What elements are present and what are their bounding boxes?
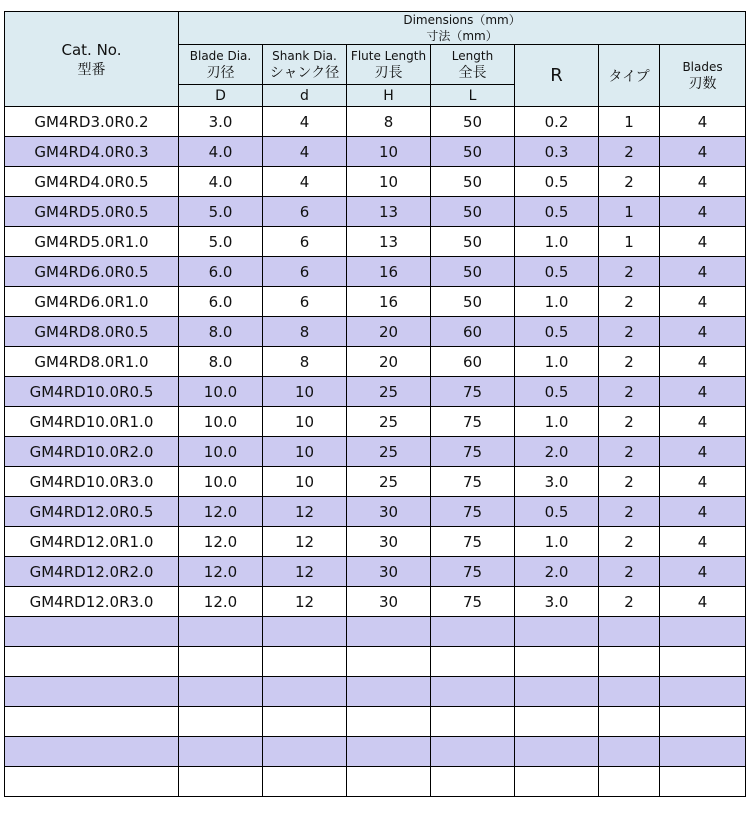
r-cell: 0.5 — [515, 197, 599, 227]
blades-cell: 4 — [660, 467, 746, 497]
cat-no-cell: GM4RD5.0R1.0 — [5, 227, 179, 257]
cat-no-cell — [5, 647, 179, 677]
flute-length-cell: 20 — [347, 317, 431, 347]
shank-dia-en: Shank Dia. — [272, 48, 337, 63]
length-cell: 50 — [431, 257, 515, 287]
r-cell: 1.0 — [515, 527, 599, 557]
blade-dia-cell: 8.0 — [179, 317, 263, 347]
table-row — [5, 587, 746, 617]
type-cell: 1 — [599, 227, 660, 257]
flute-length-cell — [347, 617, 431, 647]
flute-length-jp: 刃長 — [374, 64, 403, 81]
dimensions-header — [179, 12, 746, 45]
blades-cell: 4 — [660, 107, 746, 137]
table-row — [5, 707, 746, 737]
shank-dia-cell: 4 — [263, 107, 347, 137]
type-header — [599, 45, 660, 107]
r-cell: 1.0 — [515, 287, 599, 317]
length-cell: 75 — [431, 587, 515, 617]
cat-no-cell: GM4RD5.0R0.5 — [5, 197, 179, 227]
table-row — [5, 527, 746, 557]
blades-cell: 4 — [660, 167, 746, 197]
table-row — [5, 317, 746, 347]
dimensions-en: Dimensions（mm） — [403, 13, 521, 27]
type-cell: 2 — [599, 497, 660, 527]
shank-dia-cell: 6 — [263, 197, 347, 227]
type-cell: 2 — [599, 287, 660, 317]
length-jp: 全長 — [458, 64, 487, 81]
type-cell: 2 — [599, 137, 660, 167]
r-cell — [515, 737, 599, 767]
blades-cell: 4 — [660, 317, 746, 347]
r-header — [515, 45, 599, 107]
shank-dia-cell: 12 — [263, 587, 347, 617]
blade-dia-jp: 刃径 — [206, 64, 235, 81]
blades-cell — [660, 617, 746, 647]
cat-no-cell: GM4RD12.0R3.0 — [5, 587, 179, 617]
table-row — [5, 257, 746, 287]
blades-cell — [660, 707, 746, 737]
blades-cell: 4 — [660, 137, 746, 167]
table-row — [5, 107, 746, 137]
blade-dia-cell: 10.0 — [179, 407, 263, 437]
table-row — [5, 647, 746, 677]
blades-cell: 4 — [660, 437, 746, 467]
cat-no-cell — [5, 707, 179, 737]
shank-dia-cell: 10 — [263, 467, 347, 497]
shank-dia-jp: シャンク径 — [269, 64, 340, 81]
type-cell: 2 — [599, 317, 660, 347]
blades-cell: 4 — [660, 287, 746, 317]
length-cell: 50 — [431, 167, 515, 197]
shank-dia-cell: 10 — [263, 377, 347, 407]
blades-cell: 4 — [660, 197, 746, 227]
blades-cell: 4 — [660, 557, 746, 587]
cat-no-cell — [5, 767, 179, 797]
type-cell: 2 — [599, 377, 660, 407]
cat-no-cell: GM4RD4.0R0.5 — [5, 167, 179, 197]
blade-dia-cell — [179, 647, 263, 677]
shank-dia-cell: 8 — [263, 317, 347, 347]
table-row — [5, 227, 746, 257]
length-header — [431, 45, 515, 85]
spec-table — [4, 11, 746, 797]
shank-dia-cell: 12 — [263, 557, 347, 587]
type-cell: 1 — [599, 197, 660, 227]
flute-length-cell: 25 — [347, 407, 431, 437]
blades-cell: 4 — [660, 377, 746, 407]
table-row — [5, 677, 746, 707]
cat-no-cell: GM4RD10.0R1.0 — [5, 407, 179, 437]
blade-dia-cell: 5.0 — [179, 197, 263, 227]
blade-dia-cell: 10.0 — [179, 437, 263, 467]
blade-dia-cell: 12.0 — [179, 557, 263, 587]
type-cell: 2 — [599, 437, 660, 467]
blade-dia-cell — [179, 767, 263, 797]
cat-no-cell: GM4RD12.0R2.0 — [5, 557, 179, 587]
dimensions-jp: 寸法（mm） — [426, 29, 498, 43]
length-cell: 50 — [431, 197, 515, 227]
length-cell — [431, 647, 515, 677]
type-cell — [599, 707, 660, 737]
length-cell: 75 — [431, 407, 515, 437]
r-label: R — [550, 65, 563, 86]
blade-dia-cell: 3.0 — [179, 107, 263, 137]
table-row — [5, 557, 746, 587]
cat-no-en: Cat. No. — [61, 40, 122, 59]
table-row — [5, 617, 746, 647]
length-cell: 75 — [431, 467, 515, 497]
r-cell: 0.5 — [515, 317, 599, 347]
shank-dia-cell — [263, 707, 347, 737]
length-cell: 50 — [431, 137, 515, 167]
length-en: Length — [451, 48, 494, 63]
table-row — [5, 377, 746, 407]
cat-no-header — [5, 12, 179, 107]
shank-dia-cell — [263, 647, 347, 677]
table-row — [5, 407, 746, 437]
r-cell: 0.5 — [515, 377, 599, 407]
type-jp: タイプ — [608, 68, 650, 85]
r-cell — [515, 647, 599, 677]
type-cell — [599, 617, 660, 647]
blades-cell: 4 — [660, 227, 746, 257]
blades-cell: 4 — [660, 347, 746, 377]
flute-length-cell: 8 — [347, 107, 431, 137]
r-cell: 2.0 — [515, 437, 599, 467]
flute-length-cell: 25 — [347, 377, 431, 407]
shank-dia-cell — [263, 767, 347, 797]
blade-dia-header — [179, 45, 263, 85]
table-header — [5, 12, 746, 107]
table-row — [5, 767, 746, 797]
blades-cell: 4 — [660, 407, 746, 437]
type-cell: 2 — [599, 347, 660, 377]
r-cell — [515, 617, 599, 647]
length-cell: 60 — [431, 317, 515, 347]
shank-dia-header — [263, 45, 347, 85]
length-cell: 50 — [431, 107, 515, 137]
flute-length-cell: 25 — [347, 437, 431, 467]
length-cell — [431, 677, 515, 707]
blade-dia-cell: 4.0 — [179, 167, 263, 197]
blades-header — [660, 45, 746, 107]
shank-dia-cell — [263, 737, 347, 767]
flute-length-cell: 13 — [347, 227, 431, 257]
length-cell: 75 — [431, 437, 515, 467]
blade-dia-cell — [179, 707, 263, 737]
length-cell — [431, 737, 515, 767]
blades-cell — [660, 677, 746, 707]
cat-no-cell: GM4RD3.0R0.2 — [5, 107, 179, 137]
r-cell: 3.0 — [515, 467, 599, 497]
flute-length-cell — [347, 737, 431, 767]
blade-dia-symbol: D — [179, 85, 263, 107]
shank-dia-cell: 8 — [263, 347, 347, 377]
shank-dia-cell: 6 — [263, 227, 347, 257]
length-cell: 75 — [431, 497, 515, 527]
r-cell: 0.3 — [515, 137, 599, 167]
length-cell: 75 — [431, 527, 515, 557]
r-cell — [515, 707, 599, 737]
blade-dia-cell — [179, 617, 263, 647]
flute-length-en: Flute Length — [350, 48, 427, 63]
type-cell: 2 — [599, 467, 660, 497]
shank-dia-cell — [263, 617, 347, 647]
blade-dia-cell: 4.0 — [179, 137, 263, 167]
cat-no-cell: GM4RD10.0R0.5 — [5, 377, 179, 407]
blades-cell: 4 — [660, 497, 746, 527]
shank-dia-cell: 4 — [263, 137, 347, 167]
type-cell — [599, 767, 660, 797]
flute-length-cell: 10 — [347, 167, 431, 197]
r-cell: 3.0 — [515, 587, 599, 617]
shank-dia-cell: 6 — [263, 287, 347, 317]
type-cell: 1 — [599, 107, 660, 137]
blade-dia-cell: 8.0 — [179, 347, 263, 377]
blades-cell: 4 — [660, 257, 746, 287]
blade-dia-cell: 12.0 — [179, 527, 263, 557]
blade-dia-cell: 12.0 — [179, 587, 263, 617]
blade-dia-cell: 6.0 — [179, 257, 263, 287]
blades-cell — [660, 737, 746, 767]
flute-length-cell — [347, 647, 431, 677]
flute-length-cell: 25 — [347, 467, 431, 497]
blades-jp: 刃数 — [688, 75, 717, 92]
length-cell: 75 — [431, 557, 515, 587]
table-row — [5, 437, 746, 467]
blade-dia-cell — [179, 677, 263, 707]
cat-no-jp: 型番 — [77, 61, 106, 78]
flute-length-cell: 30 — [347, 527, 431, 557]
table-row — [5, 467, 746, 497]
r-cell: 1.0 — [515, 347, 599, 377]
shank-dia-cell: 12 — [263, 527, 347, 557]
cat-no-cell — [5, 617, 179, 647]
r-cell: 1.0 — [515, 407, 599, 437]
flute-length-cell: 30 — [347, 497, 431, 527]
blade-dia-cell: 12.0 — [179, 497, 263, 527]
shank-dia-cell: 12 — [263, 497, 347, 527]
blade-dia-cell: 10.0 — [179, 377, 263, 407]
r-cell: 0.5 — [515, 497, 599, 527]
shank-dia-cell: 6 — [263, 257, 347, 287]
blades-cell: 4 — [660, 527, 746, 557]
shank-dia-symbol: d — [263, 85, 347, 107]
flute-length-cell — [347, 707, 431, 737]
length-cell: 50 — [431, 287, 515, 317]
flute-length-cell — [347, 767, 431, 797]
table-row — [5, 167, 746, 197]
blade-dia-cell: 5.0 — [179, 227, 263, 257]
flute-length-symbol: H — [347, 85, 431, 107]
shank-dia-cell: 10 — [263, 407, 347, 437]
type-cell — [599, 647, 660, 677]
blades-en: Blades — [682, 59, 723, 74]
r-cell: 0.5 — [515, 257, 599, 287]
blade-dia-cell — [179, 737, 263, 767]
cat-no-cell: GM4RD6.0R0.5 — [5, 257, 179, 287]
length-symbol: L — [431, 85, 515, 107]
shank-dia-cell — [263, 677, 347, 707]
flute-length-cell: 20 — [347, 347, 431, 377]
cat-no-cell — [5, 737, 179, 767]
blade-dia-en: Blade Dia. — [189, 48, 252, 63]
flute-length-cell: 16 — [347, 287, 431, 317]
length-cell — [431, 707, 515, 737]
table-row — [5, 347, 746, 377]
r-cell: 2.0 — [515, 557, 599, 587]
r-cell: 0.5 — [515, 167, 599, 197]
flute-length-cell: 16 — [347, 257, 431, 287]
blade-dia-cell: 10.0 — [179, 467, 263, 497]
cat-no-cell — [5, 677, 179, 707]
flute-length-cell — [347, 677, 431, 707]
cat-no-cell: GM4RD6.0R1.0 — [5, 287, 179, 317]
blades-cell — [660, 647, 746, 677]
cat-no-cell: GM4RD12.0R0.5 — [5, 497, 179, 527]
flute-length-cell: 10 — [347, 137, 431, 167]
length-cell — [431, 767, 515, 797]
r-cell: 0.2 — [515, 107, 599, 137]
cat-no-cell: GM4RD10.0R3.0 — [5, 467, 179, 497]
length-cell — [431, 617, 515, 647]
table-body — [5, 107, 746, 797]
cat-no-cell: GM4RD12.0R1.0 — [5, 527, 179, 557]
table-row — [5, 497, 746, 527]
type-cell — [599, 737, 660, 767]
flute-length-cell: 30 — [347, 587, 431, 617]
type-cell: 2 — [599, 407, 660, 437]
length-cell: 75 — [431, 377, 515, 407]
length-cell: 50 — [431, 227, 515, 257]
cat-no-cell: GM4RD10.0R2.0 — [5, 437, 179, 467]
type-cell: 2 — [599, 527, 660, 557]
cat-no-cell: GM4RD8.0R0.5 — [5, 317, 179, 347]
blades-cell: 4 — [660, 587, 746, 617]
shank-dia-cell: 4 — [263, 167, 347, 197]
type-cell — [599, 677, 660, 707]
r-cell: 1.0 — [515, 227, 599, 257]
r-cell — [515, 767, 599, 797]
table-row — [5, 287, 746, 317]
blade-dia-cell: 6.0 — [179, 287, 263, 317]
type-cell: 2 — [599, 557, 660, 587]
cat-no-cell: GM4RD8.0R1.0 — [5, 347, 179, 377]
type-cell: 2 — [599, 167, 660, 197]
length-cell: 60 — [431, 347, 515, 377]
table-row — [5, 737, 746, 767]
type-cell: 2 — [599, 257, 660, 287]
cat-no-cell: GM4RD4.0R0.3 — [5, 137, 179, 167]
type-cell: 2 — [599, 587, 660, 617]
flute-length-cell: 13 — [347, 197, 431, 227]
flute-length-cell: 30 — [347, 557, 431, 587]
r-cell — [515, 677, 599, 707]
flute-length-header — [347, 45, 431, 85]
table-row — [5, 137, 746, 167]
blades-cell — [660, 767, 746, 797]
shank-dia-cell: 10 — [263, 437, 347, 467]
table-row — [5, 197, 746, 227]
